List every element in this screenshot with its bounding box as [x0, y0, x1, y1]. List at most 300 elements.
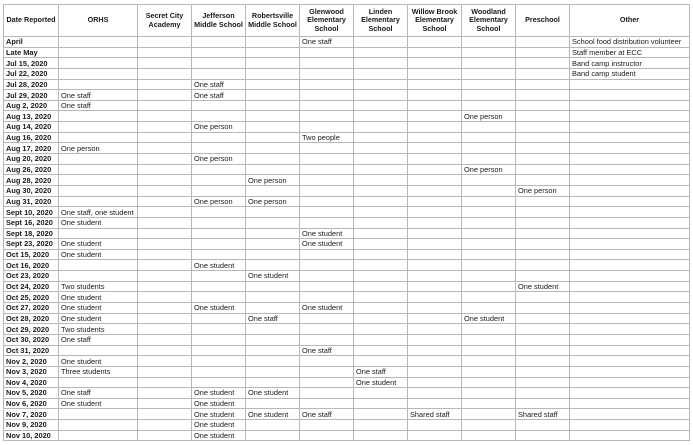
table-cell	[516, 154, 570, 165]
table-cell: One staff	[59, 388, 138, 399]
table-cell	[192, 185, 246, 196]
table-cell	[408, 345, 462, 356]
table-cell: One person	[516, 185, 570, 196]
table-cell	[354, 324, 408, 335]
table-cell	[246, 324, 300, 335]
table-cell	[59, 185, 138, 196]
table-cell	[246, 239, 300, 250]
table-cell	[516, 260, 570, 271]
table-cell	[138, 100, 192, 111]
date-cell: Nov 6, 2020	[4, 398, 59, 409]
table-cell	[300, 249, 354, 260]
column-header: Woodland Elementary School	[462, 5, 516, 37]
table-cell	[570, 239, 690, 250]
table-cell	[59, 345, 138, 356]
table-row	[4, 292, 690, 303]
table-cell	[354, 143, 408, 154]
table-cell	[462, 388, 516, 399]
table-cell	[138, 366, 192, 377]
table-cell	[354, 68, 408, 79]
table-cell: One person	[192, 122, 246, 133]
table-cell	[570, 313, 690, 324]
table-cell	[300, 122, 354, 133]
table-cell	[354, 111, 408, 122]
table-cell	[408, 303, 462, 314]
date-cell: Aug 31, 2020	[4, 196, 59, 207]
table-cell	[354, 207, 408, 218]
table-cell	[300, 420, 354, 431]
table-cell	[354, 185, 408, 196]
table-cell: One staff	[300, 409, 354, 420]
table-cell	[570, 79, 690, 90]
table-row	[4, 377, 690, 388]
table-row	[4, 398, 690, 409]
table-cell	[354, 430, 408, 441]
table-cell	[516, 90, 570, 101]
table-cell	[462, 207, 516, 218]
table-cell: One student	[192, 430, 246, 441]
date-cell: Sept 18, 2020	[4, 228, 59, 239]
table-cell	[59, 111, 138, 122]
table-cell	[300, 143, 354, 154]
table-cell: One student	[59, 303, 138, 314]
table-cell	[59, 58, 138, 69]
table-cell	[192, 345, 246, 356]
table-cell	[516, 420, 570, 431]
table-row	[4, 217, 690, 228]
table-cell	[516, 132, 570, 143]
table-row	[4, 90, 690, 101]
table-cell	[300, 217, 354, 228]
table-cell	[300, 334, 354, 345]
table-cell	[462, 281, 516, 292]
table-cell	[354, 239, 408, 250]
table-cell	[138, 58, 192, 69]
table-cell	[192, 47, 246, 58]
table-row	[4, 430, 690, 441]
table-cell	[516, 271, 570, 282]
table-cell	[138, 249, 192, 260]
table-cell	[246, 58, 300, 69]
table-cell	[462, 398, 516, 409]
table-cell: One person	[462, 111, 516, 122]
table-cell	[462, 324, 516, 335]
table-cell	[138, 37, 192, 48]
table-cell	[300, 377, 354, 388]
table-cell	[408, 239, 462, 250]
table-cell	[138, 260, 192, 271]
table-cell	[59, 132, 138, 143]
table-cell	[354, 356, 408, 367]
table-cell	[354, 90, 408, 101]
table-row	[4, 324, 690, 335]
table-cell	[408, 90, 462, 101]
table-cell	[516, 366, 570, 377]
spreadsheet	[3, 4, 690, 441]
table-cell	[462, 37, 516, 48]
table-cell	[138, 271, 192, 282]
table-cell: One student	[59, 217, 138, 228]
date-cell: Oct 29, 2020	[4, 324, 59, 335]
date-cell: Oct 27, 2020	[4, 303, 59, 314]
table-cell	[570, 260, 690, 271]
table-cell	[408, 37, 462, 48]
table-cell	[408, 313, 462, 324]
table-cell	[408, 398, 462, 409]
table-row	[4, 260, 690, 271]
table-cell	[570, 430, 690, 441]
table-cell	[408, 260, 462, 271]
table-cell	[516, 58, 570, 69]
table-cell	[462, 377, 516, 388]
date-cell: Nov 2, 2020	[4, 356, 59, 367]
table-cell: Two students	[59, 324, 138, 335]
table-cell	[570, 324, 690, 335]
table-cell	[462, 154, 516, 165]
table-cell: One staff	[59, 90, 138, 101]
table-cell	[516, 47, 570, 58]
table-cell	[462, 303, 516, 314]
table-cell	[192, 111, 246, 122]
table-cell: One student	[246, 388, 300, 399]
table-cell	[59, 175, 138, 186]
table-cell	[246, 366, 300, 377]
table-cell: One student	[59, 398, 138, 409]
table-cell	[59, 260, 138, 271]
column-header: Robertsville Middle School	[246, 5, 300, 37]
table-cell: One student	[516, 281, 570, 292]
table-cell	[59, 47, 138, 58]
table-cell	[462, 217, 516, 228]
table-cell	[192, 58, 246, 69]
table-cell	[246, 164, 300, 175]
table-cell: One student	[462, 313, 516, 324]
table-cell	[138, 356, 192, 367]
table-cell	[408, 196, 462, 207]
table-row	[4, 122, 690, 133]
table-cell	[516, 100, 570, 111]
table-cell	[300, 313, 354, 324]
table-cell	[192, 143, 246, 154]
table-cell	[300, 292, 354, 303]
table-cell: One student	[246, 409, 300, 420]
table-row	[4, 37, 690, 48]
table-cell	[138, 324, 192, 335]
table-cell	[192, 366, 246, 377]
column-header: Linden Elementary School	[354, 5, 408, 37]
table-cell	[300, 185, 354, 196]
table-cell	[408, 281, 462, 292]
table-cell	[516, 249, 570, 260]
table-cell: One student	[300, 303, 354, 314]
table-cell	[138, 111, 192, 122]
table-cell	[516, 356, 570, 367]
table-cell	[138, 143, 192, 154]
table-cell: One person	[192, 196, 246, 207]
table-cell	[246, 132, 300, 143]
table-cell	[516, 228, 570, 239]
table-cell	[59, 37, 138, 48]
table-cell	[59, 164, 138, 175]
table-cell: One person	[192, 154, 246, 165]
table-cell	[300, 207, 354, 218]
table-cell: One student	[246, 271, 300, 282]
table-cell	[570, 292, 690, 303]
table-cell: One student	[192, 260, 246, 271]
table-row	[4, 196, 690, 207]
table-cell: One student	[59, 313, 138, 324]
table-cell	[59, 79, 138, 90]
table-cell	[462, 122, 516, 133]
table-cell	[59, 196, 138, 207]
table-row	[4, 175, 690, 186]
table-cell	[462, 90, 516, 101]
table-cell	[300, 164, 354, 175]
date-cell: Aug 20, 2020	[4, 154, 59, 165]
table-cell	[462, 260, 516, 271]
table-cell	[138, 313, 192, 324]
table-cell: One person	[462, 164, 516, 175]
table-cell: One student	[59, 356, 138, 367]
table-cell	[138, 281, 192, 292]
table-cell	[570, 409, 690, 420]
table-cell	[246, 303, 300, 314]
table-cell	[462, 249, 516, 260]
column-header: Other	[570, 5, 690, 37]
header-row	[4, 5, 690, 37]
table-cell	[300, 271, 354, 282]
table-cell	[570, 356, 690, 367]
table-cell: One staff	[192, 90, 246, 101]
table-cell	[246, 398, 300, 409]
column-header: Glenwood Elementary School	[300, 5, 354, 37]
table-cell	[516, 388, 570, 399]
column-header: ORHS	[59, 5, 138, 37]
table-cell	[570, 164, 690, 175]
date-cell: Oct 31, 2020	[4, 345, 59, 356]
date-cell: Nov 4, 2020	[4, 377, 59, 388]
date-cell: Aug 13, 2020	[4, 111, 59, 122]
table-cell	[408, 324, 462, 335]
table-cell	[516, 122, 570, 133]
table-cell: Two people	[300, 132, 354, 143]
table-cell	[138, 122, 192, 133]
table-cell	[570, 111, 690, 122]
table-cell	[570, 281, 690, 292]
table-cell: Shared staff	[408, 409, 462, 420]
table-cell: One staff	[300, 345, 354, 356]
table-cell	[300, 79, 354, 90]
table-cell: One student	[192, 398, 246, 409]
table-cell	[462, 430, 516, 441]
date-cell: Late May	[4, 47, 59, 58]
table-cell	[570, 154, 690, 165]
table-cell	[138, 68, 192, 79]
table-cell	[138, 430, 192, 441]
table-cell	[354, 281, 408, 292]
table-cell	[408, 175, 462, 186]
table-cell	[354, 334, 408, 345]
table-cell	[192, 249, 246, 260]
column-header: Jefferson Middle School	[192, 5, 246, 37]
date-cell: Oct 23, 2020	[4, 271, 59, 282]
table-cell	[138, 175, 192, 186]
table-row	[4, 47, 690, 58]
table-cell	[516, 217, 570, 228]
table-row	[4, 345, 690, 356]
table-cell: One staff	[59, 100, 138, 111]
table-cell	[354, 388, 408, 399]
table-cell	[408, 292, 462, 303]
table-cell	[354, 249, 408, 260]
date-cell: Aug 14, 2020	[4, 122, 59, 133]
table-cell	[138, 154, 192, 165]
table-row	[4, 281, 690, 292]
table-cell: Two students	[59, 281, 138, 292]
table-cell	[516, 377, 570, 388]
table-cell	[138, 239, 192, 250]
date-cell: Aug 17, 2020	[4, 143, 59, 154]
table-cell	[570, 388, 690, 399]
table-cell: One student	[300, 239, 354, 250]
date-cell: April	[4, 37, 59, 48]
table-cell	[354, 313, 408, 324]
table-cell	[354, 47, 408, 58]
table-cell	[300, 324, 354, 335]
table-cell	[300, 68, 354, 79]
table-cell	[246, 100, 300, 111]
date-cell: Nov 3, 2020	[4, 366, 59, 377]
table-row	[4, 164, 690, 175]
date-cell: Oct 24, 2020	[4, 281, 59, 292]
table-cell	[570, 228, 690, 239]
table-cell	[408, 228, 462, 239]
table-cell	[408, 356, 462, 367]
table-cell	[354, 345, 408, 356]
table-cell	[300, 111, 354, 122]
table-row	[4, 239, 690, 250]
table-cell	[570, 420, 690, 431]
table-cell	[192, 228, 246, 239]
table-cell	[246, 79, 300, 90]
table-row	[4, 334, 690, 345]
table-cell	[516, 207, 570, 218]
date-cell: Oct 28, 2020	[4, 313, 59, 324]
table-cell: One person	[246, 175, 300, 186]
table-cell	[570, 366, 690, 377]
table-cell	[570, 185, 690, 196]
table-cell: One staff	[192, 79, 246, 90]
table-cell	[516, 68, 570, 79]
date-cell: Sept 10, 2020	[4, 207, 59, 218]
table-cell	[570, 271, 690, 282]
table-cell	[354, 132, 408, 143]
table-cell	[516, 345, 570, 356]
table-cell	[408, 388, 462, 399]
table-cell	[192, 239, 246, 250]
table-cell	[138, 377, 192, 388]
table-cell	[246, 122, 300, 133]
table-cell	[59, 430, 138, 441]
table-cell	[408, 58, 462, 69]
table-cell	[354, 292, 408, 303]
table-cell	[246, 217, 300, 228]
table-cell	[59, 271, 138, 282]
table-cell	[138, 398, 192, 409]
table-cell	[462, 334, 516, 345]
table-row	[4, 303, 690, 314]
table-cell	[354, 420, 408, 431]
table-cell	[570, 122, 690, 133]
table-cell	[354, 228, 408, 239]
table-cell	[462, 420, 516, 431]
table-cell	[192, 356, 246, 367]
table-cell	[192, 100, 246, 111]
table-cell	[570, 143, 690, 154]
table-row	[4, 228, 690, 239]
table-row	[4, 271, 690, 282]
table-cell	[138, 388, 192, 399]
date-cell: Aug 30, 2020	[4, 185, 59, 196]
table-cell	[354, 100, 408, 111]
table-cell	[570, 334, 690, 345]
date-cell: Nov 9, 2020	[4, 420, 59, 431]
table-cell	[138, 228, 192, 239]
table-cell	[138, 303, 192, 314]
table-cell	[192, 334, 246, 345]
table-cell	[354, 122, 408, 133]
table-cell	[354, 58, 408, 69]
table-cell	[516, 37, 570, 48]
table-cell	[246, 334, 300, 345]
table-cell	[570, 132, 690, 143]
table-cell	[138, 409, 192, 420]
table-cell	[570, 196, 690, 207]
table-cell	[408, 420, 462, 431]
table-cell: One student	[354, 377, 408, 388]
table-cell: One student	[192, 420, 246, 431]
table-cell	[300, 366, 354, 377]
date-cell: Sept 23, 2020	[4, 239, 59, 250]
table-cell	[246, 281, 300, 292]
table-row	[4, 79, 690, 90]
column-header: Date Reported	[4, 5, 59, 37]
table-cell	[138, 217, 192, 228]
table-cell	[462, 271, 516, 282]
table-row	[4, 366, 690, 377]
table-cell	[138, 196, 192, 207]
table-cell	[516, 175, 570, 186]
table-cell	[300, 154, 354, 165]
column-header: Willow Brook Elementary School	[408, 5, 462, 37]
table-cell: One student	[59, 292, 138, 303]
table-cell: One person	[246, 196, 300, 207]
table-cell	[246, 356, 300, 367]
table-cell	[246, 377, 300, 388]
table-cell	[516, 430, 570, 441]
table-cell	[192, 68, 246, 79]
table-cell	[138, 185, 192, 196]
table-cell	[516, 196, 570, 207]
table-cell	[300, 47, 354, 58]
table-cell: One person	[59, 143, 138, 154]
table-cell	[462, 143, 516, 154]
table-cell	[138, 47, 192, 58]
date-cell: Oct 25, 2020	[4, 292, 59, 303]
table-cell	[246, 430, 300, 441]
table-cell	[246, 185, 300, 196]
table-cell	[138, 334, 192, 345]
